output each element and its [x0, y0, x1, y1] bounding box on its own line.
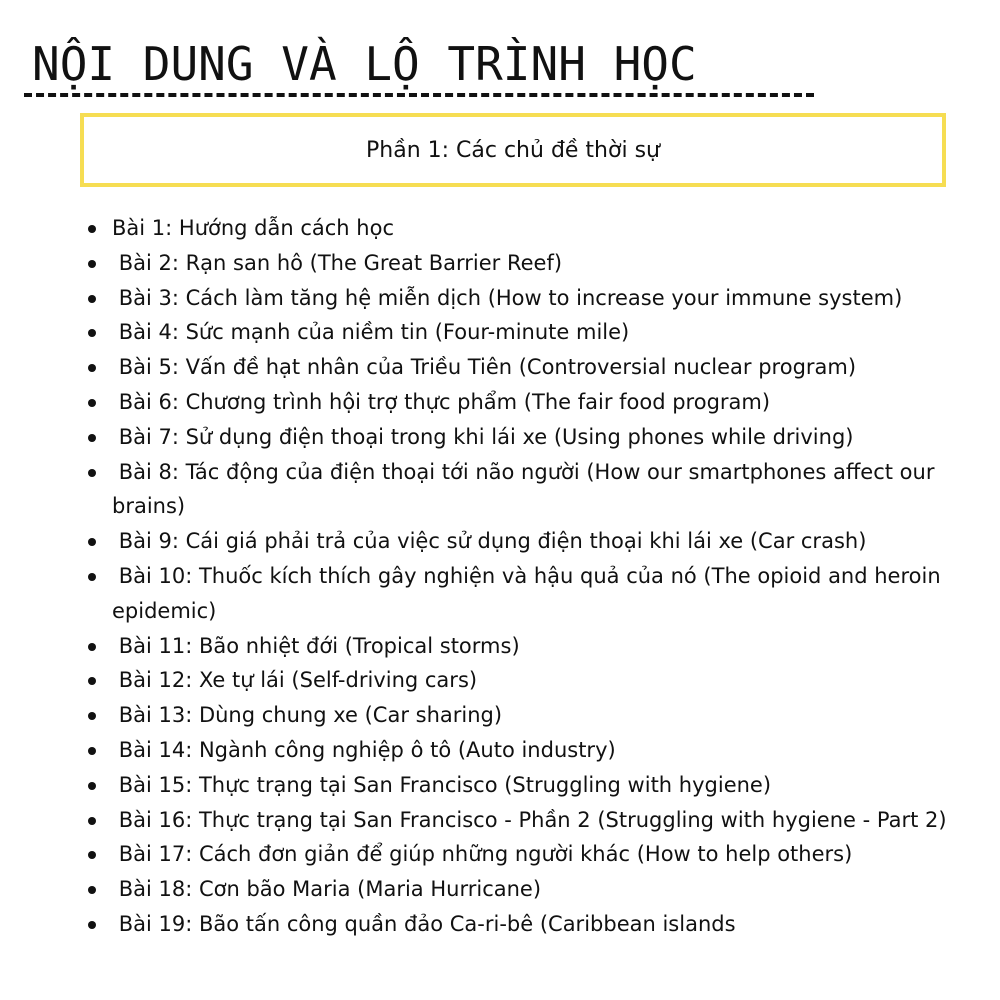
lesson-label: Bài 4: Sức mạnh của niềm tin (Four-minute mile) — [112, 320, 630, 345]
bullet-icon — [88, 886, 96, 894]
list-item — [112, 559, 962, 629]
bullet-icon — [88, 329, 96, 337]
lesson-label: Bài 14: Ngành công nghiệp ô tô (Auto industry) — [112, 737, 616, 762]
list-item — [112, 872, 962, 907]
lesson-label: Bài 11: Bão nhiệt đới (Tropical storms) — [112, 633, 520, 658]
list-item — [112, 281, 962, 316]
section-box — [80, 113, 946, 187]
bullet-icon — [88, 260, 96, 268]
bullet-icon — [88, 434, 96, 442]
list-item — [112, 524, 962, 559]
lesson-label: Bài 17: Cách đơn giản để giúp những người khác (How to help others) — [112, 842, 853, 867]
bullet-icon — [88, 782, 96, 790]
bullet-icon — [88, 747, 96, 755]
bullet-icon — [88, 295, 96, 303]
lesson-label: Bài 19: Bão tấn công quần đảo Ca-ri-bê (Caribbean islands — [112, 911, 736, 936]
list-item — [112, 733, 962, 768]
lesson-label: Bài 5: Vấn đề hạt nhân của Triều Tiên (Controversial nuclear program) — [112, 355, 857, 380]
lesson-label: Bài 2: Rạn san hô (The Great Barrier Reef) — [112, 250, 563, 275]
section-label: Phần 1: Các chủ đề thời sự — [366, 137, 660, 163]
lesson-label: Bài 18: Cơn bão Maria (Maria Hurricane) — [112, 877, 542, 902]
list-item — [112, 837, 962, 872]
list-item — [112, 315, 962, 350]
lesson-label: Bài 10: Thuốc kích thích gây nghiện và hậu quả của nó (The opioid and heroin epidemic) — [112, 563, 948, 623]
page-title: NỘI DUNG VÀ LỘ TRÌNH HỌC — [32, 37, 697, 91]
list-item — [112, 663, 962, 698]
list-item — [112, 698, 962, 733]
list-item — [112, 768, 962, 803]
lesson-label: Bài 12: Xe tự lái (Self-driving cars) — [112, 668, 478, 693]
list-item — [112, 246, 962, 281]
lesson-label: Bài 7: Sử dụng điện thoại trong khi lái xe (Using phones while driving) — [112, 424, 854, 449]
bullet-icon — [88, 399, 96, 407]
list-item — [112, 629, 962, 664]
lesson-label: Bài 16: Thực trạng tại San Francisco - Phần 2 (Struggling with hygiene - Part 2) — [112, 807, 947, 832]
bullet-icon — [88, 851, 96, 859]
lesson-list — [112, 211, 962, 942]
bullet-icon — [88, 817, 96, 825]
lesson-label: Bài 15: Thực trạng tại San Francisco (Struggling with hygiene) — [112, 772, 772, 797]
list-item — [112, 907, 962, 942]
lesson-label: Bài 9: Cái giá phải trả của việc sử dụng điện thoại khi lái xe (Car crash) — [112, 529, 867, 554]
bullet-icon — [88, 643, 96, 651]
bullet-icon — [88, 677, 96, 685]
lesson-label: Bài 3: Cách làm tăng hệ miễn dịch (How to increase your immune system) — [112, 285, 903, 310]
title-dashed-underline — [24, 93, 814, 97]
list-item — [112, 455, 962, 525]
list-item — [112, 211, 962, 246]
lesson-label: Bài 8: Tác động của điện thoại tới não người (How our smartphones affect our brains) — [112, 459, 942, 519]
lesson-label: Bài 6: Chương trình hội trợ thực phẩm (The fair food program) — [112, 389, 771, 414]
list-item — [112, 803, 962, 838]
list-item — [112, 385, 962, 420]
bullet-icon — [88, 712, 96, 720]
lesson-label: Bài 1: Hướng dẫn cách học — [112, 216, 394, 240]
bullet-icon — [88, 538, 96, 546]
bullet-icon — [88, 921, 96, 929]
lesson-label: Bài 13: Dùng chung xe (Car sharing) — [112, 703, 503, 728]
list-item — [112, 350, 962, 385]
bullet-icon — [88, 469, 96, 477]
bullet-icon — [88, 573, 96, 581]
bullet-icon — [88, 364, 96, 372]
list-item — [112, 420, 962, 455]
bullet-icon — [88, 225, 96, 233]
